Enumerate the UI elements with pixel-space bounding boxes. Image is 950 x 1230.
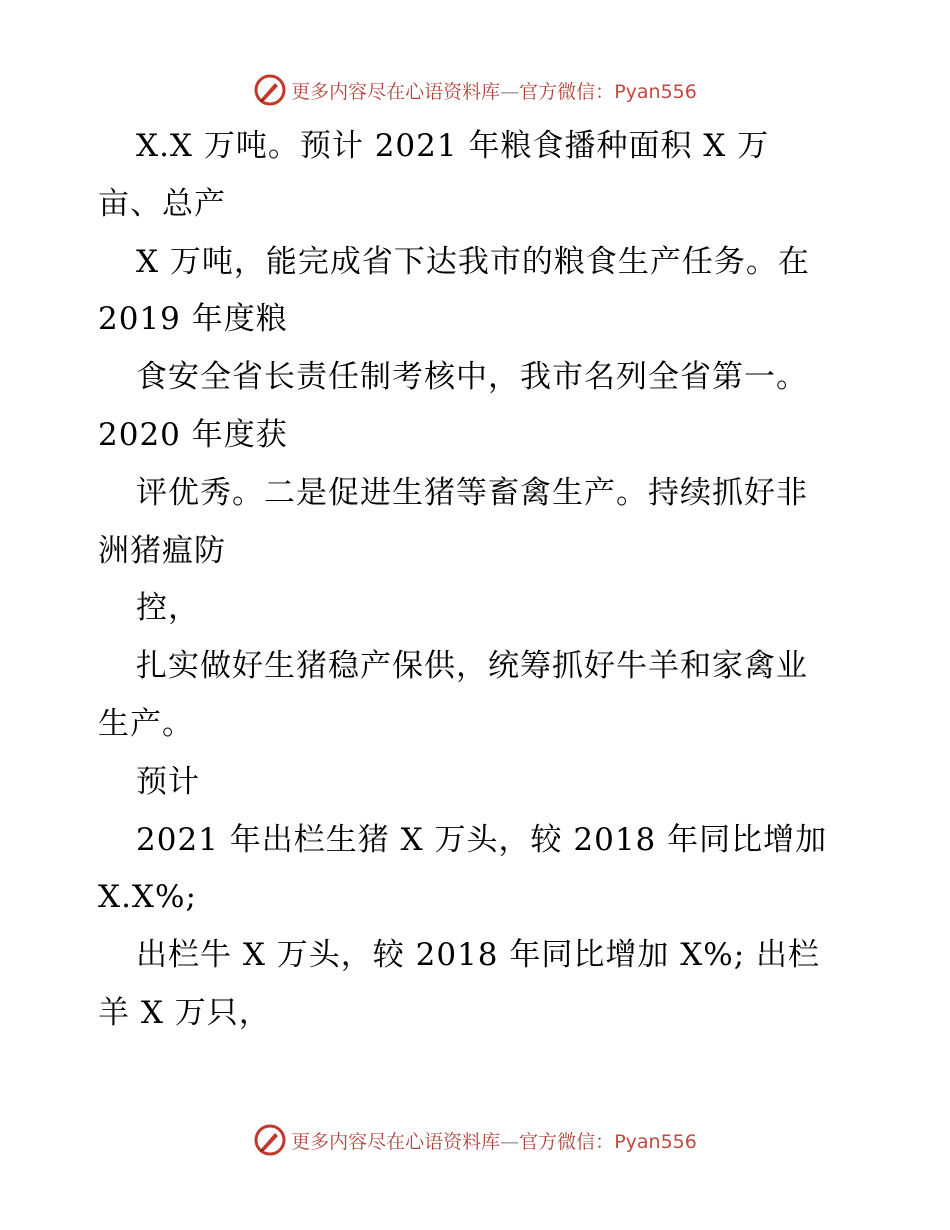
document-body [98, 118, 858, 1043]
body-line: 洲猪瘟防 [98, 532, 226, 569]
body-line: 2019 年度粮 [98, 301, 288, 338]
body-line: X.X%; [98, 879, 197, 916]
body-line: 生产。 [98, 705, 194, 742]
watermark-text [291, 1127, 697, 1154]
watermark-label: 官方微信： [519, 1130, 615, 1153]
watermark-text [291, 77, 697, 104]
body-line: X.X 万吨。预计 2021 年粮食播种面积 X 万 [136, 128, 770, 164]
body-line: 控， [136, 590, 200, 627]
pen-logo-icon [253, 73, 287, 107]
watermark-brand: 更多内容尽在心语资料库 [291, 1130, 501, 1153]
body-line: 2020 年度获 [98, 416, 288, 453]
body-line: X 万吨，能完成省下达我市的粮食生产任务。在 [136, 243, 810, 280]
watermark-label: 官方微信： [519, 80, 615, 103]
watermark-account: Pyan556 [614, 1130, 697, 1153]
body-line: 预计 [136, 763, 200, 800]
body-line: 扎实做好生猪稳产保供，统筹抓好牛羊和家禽业 [136, 648, 808, 685]
watermark-separator: — [500, 80, 520, 103]
body-line: 评优秀。二是促进生猪等畜禽生产。持续抓好非 [136, 474, 808, 511]
footer-watermark [0, 1120, 950, 1160]
body-line: 羊 X 万只， [98, 994, 271, 1031]
body-line: 出栏牛 X 万头，较 2018 年同比增加 X%; 出栏 [136, 937, 821, 974]
watermark-account: Pyan556 [614, 80, 697, 103]
watermark-separator: — [500, 1130, 520, 1153]
body-line: 2021 年出栏生猪 X 万头，较 2018 年同比增加 [136, 821, 828, 858]
body-line: 食安全省长责任制考核中，我市名列全省第一。 [136, 359, 808, 396]
body-line: 亩、总产 [98, 185, 226, 222]
watermark-brand: 更多内容尽在心语资料库 [291, 80, 501, 103]
header-watermark [0, 70, 950, 110]
pen-logo-icon [253, 1123, 287, 1157]
